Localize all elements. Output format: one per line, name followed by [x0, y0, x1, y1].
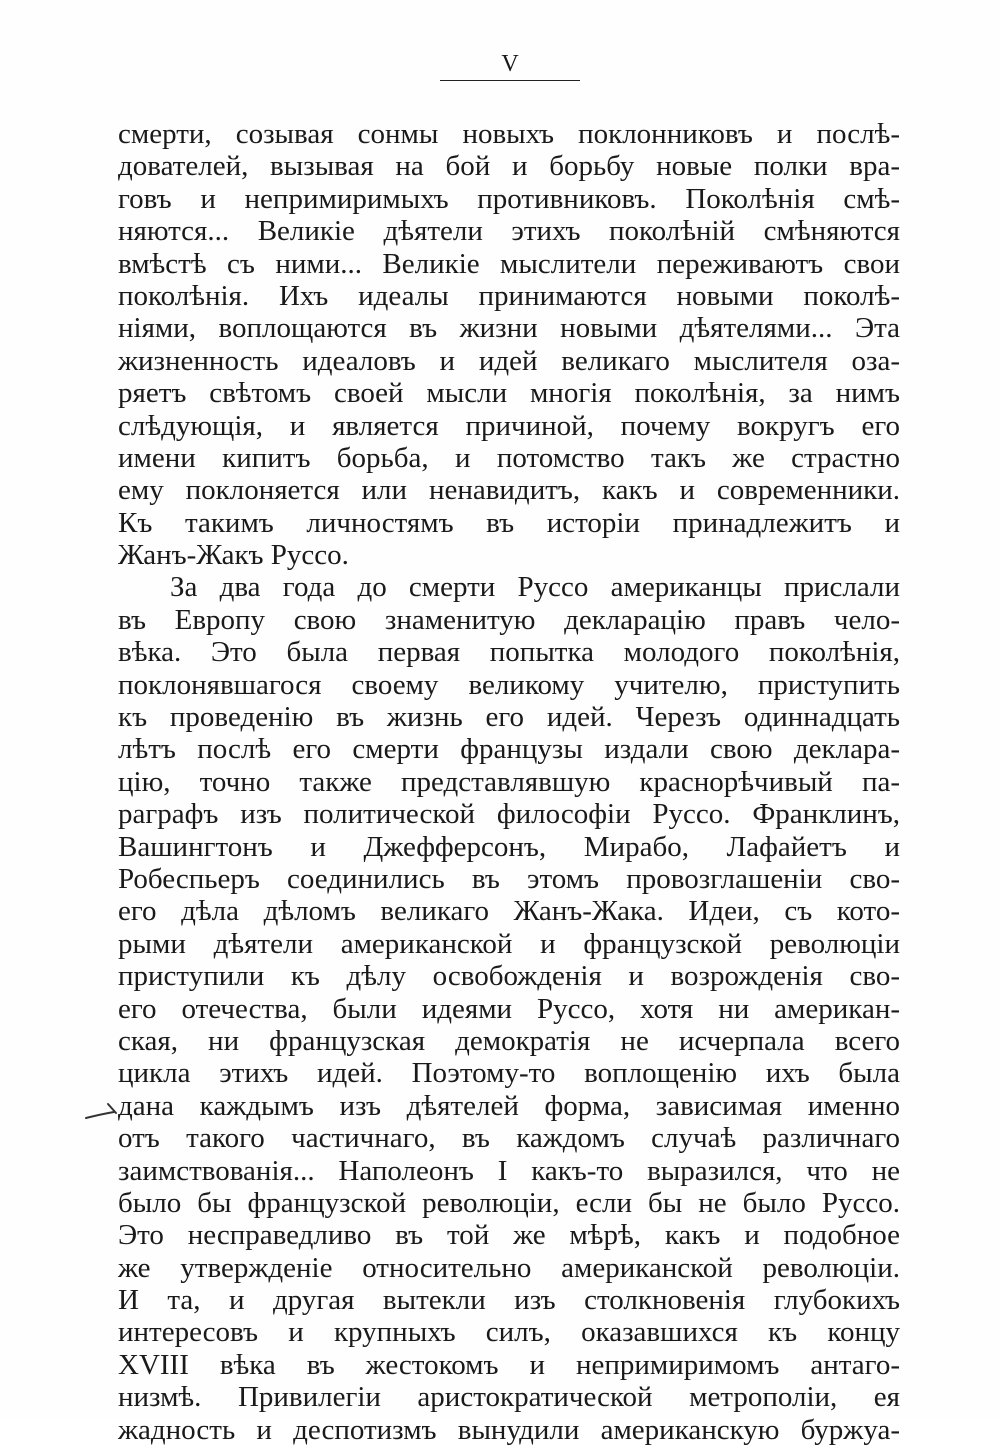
text-line: къ проведенію въ жизнь его идей. Черезъ одиннадцать — [118, 701, 900, 734]
text-line: приступили къ дѣлу освобожденія и возрожденія сво- — [118, 960, 900, 993]
text-line: было бы французской революціи, если бы не было Руссо. — [118, 1186, 900, 1219]
header-rule — [440, 80, 580, 81]
text-line: его дѣла дѣломъ великаго Жанъ-Жака. Идеи, съ кото- — [118, 895, 900, 928]
handwritten-margin-tick — [84, 1094, 120, 1130]
text-line: Вашингтонъ и Джефферсонъ, Мирабо, Лафайетъ и — [118, 830, 900, 863]
text-line: Къ такимъ личностямъ въ исторіи принадлежитъ и — [118, 506, 900, 539]
text-line: слѣдующія, и является причиной, почему вокругъ его — [118, 409, 900, 442]
text-line: интересовъ и крупныхъ силъ, оказавшихся къ концу — [118, 1316, 900, 1349]
text-line: рыми дѣятели американской и французской революціи — [118, 927, 900, 960]
text-line: За два года до смерти Руссо американцы прислали — [170, 571, 900, 604]
text-line: И та, и другая вытекли изъ столкновенія глубокихъ — [118, 1284, 900, 1317]
text-line: отъ такого частичнаго, въ каждомъ случаѣ различнаго — [118, 1122, 900, 1155]
paragraph-2 — [118, 571, 900, 1446]
text-line: раграфъ изъ политической философіи Руссо. Франклинъ, — [118, 798, 900, 831]
tick-mark-icon — [84, 1094, 120, 1130]
text-line: говъ и непримиримыхъ противниковъ. Поколѣнія смѣ- — [118, 182, 900, 215]
text-line: поклонявшагося своему великому учителю, приступить — [118, 668, 900, 701]
text-line: ніями, воплощаются въ жизни новыми дѣятелями... Эта — [118, 312, 900, 345]
text-line: его отечества, были идеями Руссо, хотя ни американ- — [118, 992, 900, 1025]
body-text — [118, 118, 900, 1446]
text-line: няются... Великіе дѣятели этихъ поколѣній смѣняются — [118, 215, 900, 248]
text-line: жадность и деспотизмъ вынудили американскую буржуа- — [118, 1413, 900, 1446]
text-line: цію, точно также представлявшую краснорѣчивый па- — [118, 765, 900, 798]
text-line: жизненность идеаловъ и идей великаго мыслителя оза- — [118, 344, 900, 377]
text-line: XVIII вѣка въ жестокомъ и непримиримомъ антаго- — [118, 1348, 900, 1381]
text-line: цикла этихъ идей. Поэтому-то воплощенію ихъ была — [118, 1057, 900, 1090]
text-line: ская, ни французская демократія не исчерпала всего — [118, 1024, 900, 1057]
page-number: V — [501, 51, 519, 77]
text-line: Жанъ-Жакъ Руссо. — [118, 539, 349, 572]
text-line: смерти, созывая сонмы новыхъ поклонниковъ и послѣ- — [118, 118, 900, 150]
text-line: поколѣнія. Ихъ идеалы принимаются новыми поколѣ- — [118, 279, 900, 312]
text-line: вѣка. Это была первая попытка молодого поколѣнія, — [118, 636, 900, 669]
paragraph-1 — [118, 118, 900, 571]
text-line: ему поклоняется или ненавидитъ, какъ и современники. — [118, 474, 900, 507]
text-line: въ Европу свою знаменитую декларацію правъ чело- — [118, 603, 900, 636]
text-line: ряетъ свѣтомъ своей мысли многія поколѣнія, за нимъ — [118, 377, 900, 410]
text-line: вмѣстѣ съ ними... Великіе мыслители переживаютъ свои — [118, 247, 900, 280]
text-line: Это несправедливо въ той же мѣрѣ, какъ и подобное — [118, 1219, 900, 1252]
text-line: же утвержденіе относительно американской революціи. — [118, 1251, 900, 1284]
text-line: заимствованія... Наполеонъ I какъ-то выразился, что не — [118, 1154, 900, 1187]
text-line: Робеспьеръ соединились въ этомъ провозглашеніи сво- — [118, 862, 900, 895]
text-line: дана каждымъ изъ дѣятелей форма, зависимая именно — [118, 1089, 900, 1122]
text-line: низмѣ. Привилегіи аристократической метрополіи, ея — [118, 1381, 900, 1414]
text-line: имени кипитъ борьба, и потомство такъ же страстно — [118, 441, 900, 474]
text-line: лѣтъ послѣ его смерти французы издали свою деклара- — [118, 733, 900, 766]
text-line: дователей, вызывая на бой и борьбу новые полки вра- — [118, 150, 900, 183]
